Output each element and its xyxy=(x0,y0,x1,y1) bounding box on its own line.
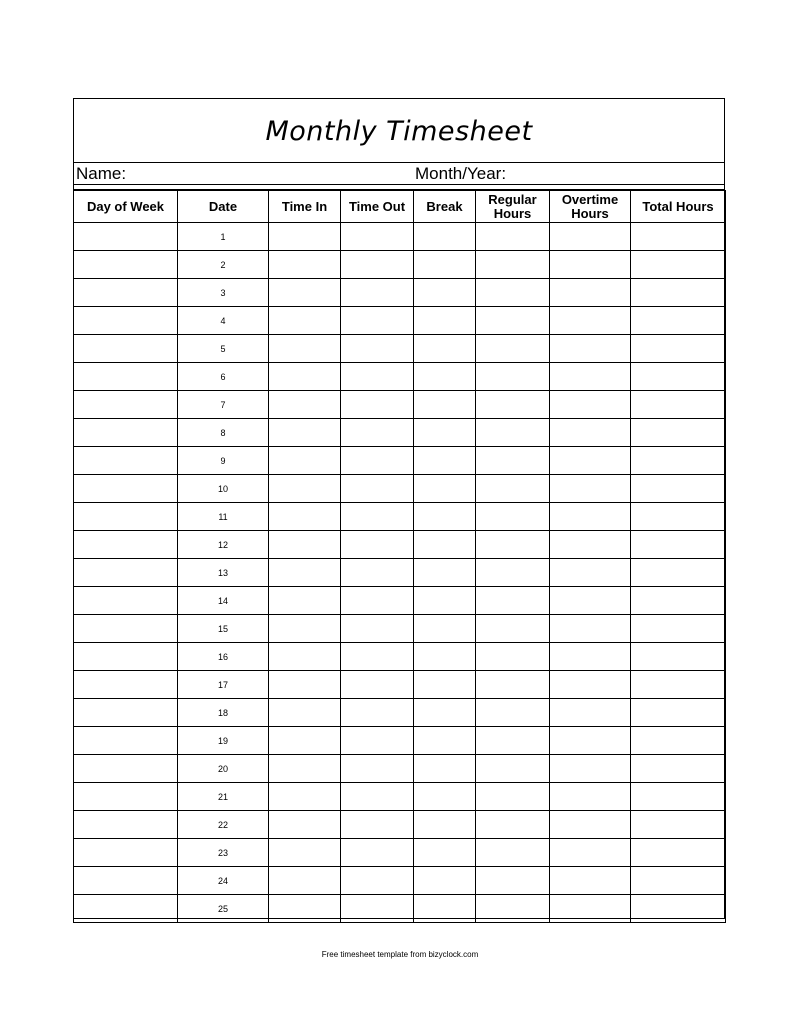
table-row xyxy=(74,587,726,615)
cell-regular-hours[interactable] xyxy=(476,755,550,783)
table-row xyxy=(74,699,726,727)
cell-time-out[interactable] xyxy=(341,531,414,559)
cell-date: 20 xyxy=(178,755,269,783)
cell-total-hours[interactable] xyxy=(631,559,726,587)
overtime-hours-text: Overtime Hours xyxy=(561,191,619,221)
cell-time-in[interactable] xyxy=(269,475,341,503)
cell-total-hours[interactable] xyxy=(631,279,726,307)
cell-day-of-week[interactable] xyxy=(74,839,178,867)
cell-regular-hours[interactable] xyxy=(476,251,550,279)
month-year-label: Month/Year: xyxy=(415,164,507,183)
cell-overtime-hours[interactable] xyxy=(550,783,631,811)
cell-overtime-hours[interactable] xyxy=(550,755,631,783)
cell-regular-hours[interactable] xyxy=(476,727,550,755)
cell-time-in[interactable] xyxy=(269,727,341,755)
cell-break[interactable] xyxy=(414,559,476,587)
cell-day-of-week[interactable] xyxy=(74,419,178,447)
cell-regular-hours[interactable] xyxy=(476,447,550,475)
cell-time-out[interactable] xyxy=(341,251,414,279)
cell-regular-hours[interactable] xyxy=(476,895,550,923)
col-header-overtime-hours xyxy=(550,191,631,223)
col-header-time-in: Time In xyxy=(269,191,341,223)
cell-day-of-week[interactable] xyxy=(74,335,178,363)
cell-break[interactable] xyxy=(414,419,476,447)
cell-overtime-hours[interactable] xyxy=(550,615,631,643)
cell-total-hours[interactable] xyxy=(631,755,726,783)
cell-time-out[interactable] xyxy=(341,223,414,251)
cell-regular-hours[interactable] xyxy=(476,615,550,643)
cell-overtime-hours[interactable] xyxy=(550,391,631,419)
cell-time-out[interactable] xyxy=(341,419,414,447)
cell-time-in[interactable] xyxy=(269,307,341,335)
cell-date: 21 xyxy=(178,783,269,811)
cell-date: 6 xyxy=(178,363,269,391)
cell-break[interactable] xyxy=(414,391,476,419)
cell-total-hours[interactable] xyxy=(631,867,726,895)
cell-date: 4 xyxy=(178,307,269,335)
cell-time-out[interactable] xyxy=(341,363,414,391)
cell-regular-hours[interactable] xyxy=(476,391,550,419)
cell-date: 19 xyxy=(178,727,269,755)
cell-total-hours[interactable] xyxy=(631,531,726,559)
cell-regular-hours[interactable] xyxy=(476,783,550,811)
cell-total-hours[interactable] xyxy=(631,811,726,839)
cell-day-of-week[interactable] xyxy=(74,447,178,475)
cell-time-out[interactable] xyxy=(341,503,414,531)
cell-total-hours[interactable] xyxy=(631,699,726,727)
cell-day-of-week[interactable] xyxy=(74,531,178,559)
cell-date: 24 xyxy=(178,867,269,895)
cell-break[interactable] xyxy=(414,895,476,923)
cell-time-out[interactable] xyxy=(341,867,414,895)
cell-date: 14 xyxy=(178,587,269,615)
cell-date: 25 xyxy=(178,895,269,923)
cell-overtime-hours[interactable] xyxy=(550,587,631,615)
cell-time-in[interactable] xyxy=(269,503,341,531)
cell-overtime-hours[interactable] xyxy=(550,279,631,307)
cell-regular-hours[interactable] xyxy=(476,559,550,587)
cell-break[interactable] xyxy=(414,251,476,279)
cell-time-out[interactable] xyxy=(341,335,414,363)
col-header-break: Break xyxy=(414,191,476,223)
cell-time-out[interactable] xyxy=(341,811,414,839)
cell-break[interactable] xyxy=(414,363,476,391)
cell-total-hours[interactable] xyxy=(631,307,726,335)
cell-total-hours[interactable] xyxy=(631,419,726,447)
cell-time-out[interactable] xyxy=(341,727,414,755)
cell-day-of-week[interactable] xyxy=(74,251,178,279)
cell-time-in[interactable] xyxy=(269,363,341,391)
cell-regular-hours[interactable] xyxy=(476,839,550,867)
cell-regular-hours[interactable] xyxy=(476,307,550,335)
cell-total-hours[interactable] xyxy=(631,251,726,279)
cell-day-of-week[interactable] xyxy=(74,503,178,531)
cell-day-of-week[interactable] xyxy=(74,587,178,615)
cell-break[interactable] xyxy=(414,699,476,727)
cell-overtime-hours[interactable] xyxy=(550,811,631,839)
cell-date: 15 xyxy=(178,615,269,643)
cell-total-hours[interactable] xyxy=(631,363,726,391)
cell-total-hours[interactable] xyxy=(631,727,726,755)
cell-date: 11 xyxy=(178,503,269,531)
cell-day-of-week[interactable] xyxy=(74,363,178,391)
cell-date: 7 xyxy=(178,391,269,419)
cell-time-out[interactable] xyxy=(341,279,414,307)
cell-break[interactable] xyxy=(414,643,476,671)
cell-overtime-hours[interactable] xyxy=(550,699,631,727)
table-row xyxy=(74,895,726,923)
cell-total-hours[interactable] xyxy=(631,783,726,811)
col-header-total-hours: Total Hours xyxy=(631,191,726,223)
cell-break[interactable] xyxy=(414,279,476,307)
cell-time-out[interactable] xyxy=(341,475,414,503)
cell-regular-hours[interactable] xyxy=(476,419,550,447)
cell-day-of-week[interactable] xyxy=(74,895,178,923)
cell-time-in[interactable] xyxy=(269,755,341,783)
cell-date: 22 xyxy=(178,811,269,839)
cell-day-of-week[interactable] xyxy=(74,755,178,783)
cell-total-hours[interactable] xyxy=(631,335,726,363)
cell-date: 1 xyxy=(178,223,269,251)
cell-time-out[interactable] xyxy=(341,783,414,811)
col-header-regular-hours xyxy=(476,191,550,223)
cell-break[interactable] xyxy=(414,587,476,615)
cell-overtime-hours[interactable] xyxy=(550,223,631,251)
cell-break[interactable] xyxy=(414,783,476,811)
cell-break[interactable] xyxy=(414,447,476,475)
footer-text: Free timesheet template from bizyclock.com xyxy=(321,950,479,959)
cell-overtime-hours[interactable] xyxy=(550,531,631,559)
cell-time-in[interactable] xyxy=(269,335,341,363)
cell-overtime-hours[interactable] xyxy=(550,335,631,363)
cell-break[interactable] xyxy=(414,671,476,699)
table-row xyxy=(74,615,726,643)
cell-time-in[interactable] xyxy=(269,839,341,867)
cell-time-out[interactable] xyxy=(341,447,414,475)
table-row xyxy=(74,755,726,783)
cell-day-of-week[interactable] xyxy=(74,615,178,643)
cell-total-hours[interactable] xyxy=(631,643,726,671)
cell-total-hours[interactable] xyxy=(631,895,726,923)
cell-date: 9 xyxy=(178,447,269,475)
cell-break[interactable] xyxy=(414,727,476,755)
col-header-date: Date xyxy=(178,191,269,223)
table-row xyxy=(74,447,726,475)
cell-time-in[interactable] xyxy=(269,251,341,279)
cell-time-out[interactable] xyxy=(341,671,414,699)
cell-time-out[interactable] xyxy=(341,755,414,783)
cell-total-hours[interactable] xyxy=(631,223,726,251)
cell-break[interactable] xyxy=(414,867,476,895)
table-row xyxy=(74,363,726,391)
table-row xyxy=(74,251,726,279)
cell-date: 17 xyxy=(178,671,269,699)
cell-overtime-hours[interactable] xyxy=(550,895,631,923)
cell-day-of-week[interactable] xyxy=(74,867,178,895)
cell-day-of-week[interactable] xyxy=(74,699,178,727)
table-row xyxy=(74,335,726,363)
cell-date: 13 xyxy=(178,559,269,587)
cell-day-of-week[interactable] xyxy=(74,279,178,307)
cell-day-of-week[interactable] xyxy=(74,783,178,811)
cell-regular-hours[interactable] xyxy=(476,811,550,839)
cell-regular-hours[interactable] xyxy=(476,475,550,503)
cell-overtime-hours[interactable] xyxy=(550,671,631,699)
cell-time-in[interactable] xyxy=(269,615,341,643)
cell-overtime-hours[interactable] xyxy=(550,867,631,895)
cell-time-out[interactable] xyxy=(341,699,414,727)
cell-time-in[interactable] xyxy=(269,531,341,559)
timesheet-body xyxy=(74,223,726,923)
cell-time-in[interactable] xyxy=(269,671,341,699)
cell-time-in[interactable] xyxy=(269,559,341,587)
table-row xyxy=(74,475,726,503)
cell-date: 8 xyxy=(178,419,269,447)
cell-time-in[interactable] xyxy=(269,811,341,839)
regular-hours-text: Regular Hours xyxy=(488,191,537,221)
cell-total-hours[interactable] xyxy=(631,671,726,699)
cell-date: 23 xyxy=(178,839,269,867)
cell-date: 10 xyxy=(178,475,269,503)
cell-break[interactable] xyxy=(414,223,476,251)
cell-break[interactable] xyxy=(414,503,476,531)
cell-time-out[interactable] xyxy=(341,587,414,615)
table-row xyxy=(74,279,726,307)
cell-overtime-hours[interactable] xyxy=(550,251,631,279)
cell-day-of-week[interactable] xyxy=(74,307,178,335)
table-row xyxy=(74,391,726,419)
cell-break[interactable] xyxy=(414,307,476,335)
cell-break[interactable] xyxy=(414,811,476,839)
cell-time-in[interactable] xyxy=(269,587,341,615)
cell-regular-hours[interactable] xyxy=(476,223,550,251)
cell-time-in[interactable] xyxy=(269,419,341,447)
cell-total-hours[interactable] xyxy=(631,475,726,503)
table-row xyxy=(74,503,726,531)
cell-regular-hours[interactable] xyxy=(476,531,550,559)
cell-overtime-hours[interactable] xyxy=(550,419,631,447)
table-row xyxy=(74,867,726,895)
table-row xyxy=(74,727,726,755)
cell-overtime-hours[interactable] xyxy=(550,643,631,671)
cell-regular-hours[interactable] xyxy=(476,867,550,895)
cell-date: 5 xyxy=(178,335,269,363)
cell-time-in[interactable] xyxy=(269,391,341,419)
cell-regular-hours[interactable] xyxy=(476,643,550,671)
table-row xyxy=(74,811,726,839)
cell-time-in[interactable] xyxy=(269,279,341,307)
cell-overtime-hours[interactable] xyxy=(550,839,631,867)
cell-day-of-week[interactable] xyxy=(74,475,178,503)
cell-time-out[interactable] xyxy=(341,615,414,643)
cell-total-hours[interactable] xyxy=(631,615,726,643)
cell-overtime-hours[interactable] xyxy=(550,447,631,475)
cell-total-hours[interactable] xyxy=(631,391,726,419)
cell-date: 16 xyxy=(178,643,269,671)
name-label: Name: xyxy=(76,164,127,183)
page-title: Monthly Timesheet xyxy=(74,99,724,163)
cell-time-in[interactable] xyxy=(269,783,341,811)
cell-overtime-hours[interactable] xyxy=(550,503,631,531)
table-row xyxy=(74,839,726,867)
table-row xyxy=(74,223,726,251)
table-row xyxy=(74,783,726,811)
header-row xyxy=(74,191,726,223)
cell-regular-hours[interactable] xyxy=(476,671,550,699)
cell-regular-hours[interactable] xyxy=(476,699,550,727)
cell-time-out[interactable] xyxy=(341,643,414,671)
cell-day-of-week[interactable] xyxy=(74,643,178,671)
cell-regular-hours[interactable] xyxy=(476,335,550,363)
cell-total-hours[interactable] xyxy=(631,587,726,615)
cell-time-out[interactable] xyxy=(341,307,414,335)
cell-total-hours[interactable] xyxy=(631,503,726,531)
cell-overtime-hours[interactable] xyxy=(550,363,631,391)
cell-time-out[interactable] xyxy=(341,559,414,587)
cell-regular-hours[interactable] xyxy=(476,503,550,531)
table-row xyxy=(74,643,726,671)
cell-time-in[interactable] xyxy=(269,867,341,895)
table-row xyxy=(74,419,726,447)
cell-time-in[interactable] xyxy=(269,447,341,475)
cell-overtime-hours[interactable] xyxy=(550,475,631,503)
cell-total-hours[interactable] xyxy=(631,839,726,867)
cell-time-out[interactable] xyxy=(341,839,414,867)
table-row xyxy=(74,531,726,559)
cell-break[interactable] xyxy=(414,335,476,363)
cell-date: 2 xyxy=(178,251,269,279)
cell-time-in[interactable] xyxy=(269,643,341,671)
cell-time-in[interactable] xyxy=(269,223,341,251)
cell-time-in[interactable] xyxy=(269,699,341,727)
cell-break[interactable] xyxy=(414,615,476,643)
cell-regular-hours[interactable] xyxy=(476,587,550,615)
cell-time-out[interactable] xyxy=(341,391,414,419)
cell-day-of-week[interactable] xyxy=(74,727,178,755)
info-row xyxy=(74,163,724,185)
cell-break[interactable] xyxy=(414,839,476,867)
cell-day-of-week[interactable] xyxy=(74,811,178,839)
table-row xyxy=(74,559,726,587)
cell-total-hours[interactable] xyxy=(631,447,726,475)
cell-time-in[interactable] xyxy=(269,895,341,923)
cell-time-out[interactable] xyxy=(341,895,414,923)
cell-regular-hours[interactable] xyxy=(476,279,550,307)
cell-day-of-week[interactable] xyxy=(74,223,178,251)
cell-break[interactable] xyxy=(414,755,476,783)
timesheet-sheet xyxy=(73,98,725,919)
cell-break[interactable] xyxy=(414,531,476,559)
cell-day-of-week[interactable] xyxy=(74,671,178,699)
timesheet-table xyxy=(73,190,726,923)
cell-day-of-week[interactable] xyxy=(74,559,178,587)
cell-day-of-week[interactable] xyxy=(74,391,178,419)
col-header-day-of-week: Day of Week xyxy=(74,191,178,223)
col-header-time-out: Time Out xyxy=(341,191,414,223)
cell-overtime-hours[interactable] xyxy=(550,727,631,755)
cell-break[interactable] xyxy=(414,475,476,503)
cell-date: 12 xyxy=(178,531,269,559)
table-row xyxy=(74,671,726,699)
cell-overtime-hours[interactable] xyxy=(550,559,631,587)
cell-overtime-hours[interactable] xyxy=(550,307,631,335)
cell-regular-hours[interactable] xyxy=(476,363,550,391)
cell-date: 3 xyxy=(178,279,269,307)
cell-date: 18 xyxy=(178,699,269,727)
table-row xyxy=(74,307,726,335)
